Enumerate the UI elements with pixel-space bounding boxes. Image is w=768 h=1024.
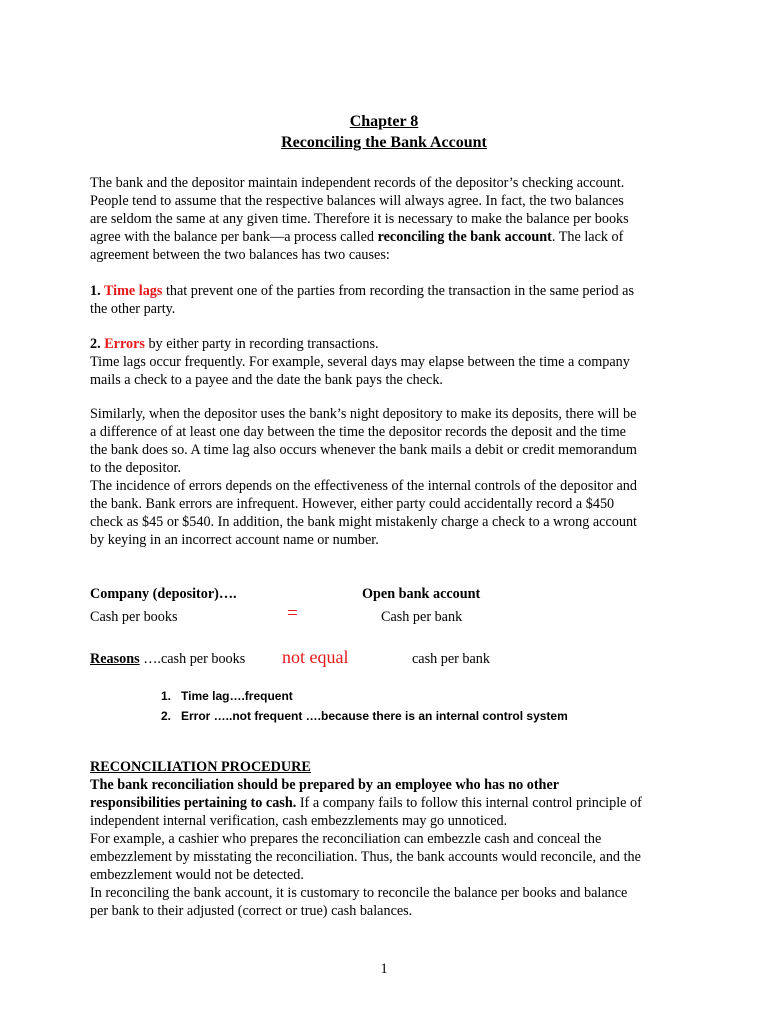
cause-line (90, 282, 680, 300)
similarly-paragraph (90, 405, 680, 549)
intro-line (90, 228, 680, 246)
company-heading: Company (depositor)…. (90, 586, 237, 602)
chapter-number: Chapter 8 (349, 113, 419, 130)
cause-1 (90, 282, 680, 318)
not-equal-label: not equal (282, 647, 349, 667)
procedure-line: For example, a cashier who prepares the reconciliation can embezzle cash and conceal the (90, 831, 602, 847)
body-line: check as $45 or $540. In addition, the bank might mistakenly charge a check to a wrong account (90, 514, 637, 530)
cash-per-books: Cash per books (90, 609, 178, 625)
errors-term: Errors (104, 336, 145, 352)
list-number: 1. (161, 689, 172, 703)
procedure-line: In reconciling the bank account, it is customary to reconcile the balance per books and balance (90, 885, 628, 901)
cause-text: that prevent one of the parties from recording the transaction in the same period as (162, 283, 634, 299)
body-line: Similarly, when the depositor uses the bank’s night depository to make its deposits, there will be (90, 406, 637, 422)
reconciling-term: reconciling the bank account (377, 229, 552, 245)
procedure-line: The bank reconciliation should be prepared by an employee who has no other (90, 777, 560, 793)
body-line: a difference of at least one day between the time the depositor records the deposit and the time (90, 424, 626, 440)
cash-per-bank: Cash per bank (381, 609, 463, 625)
bank-heading: Open bank account (362, 586, 481, 602)
page-number: 1 (380, 961, 388, 977)
cause-number: 1. (90, 283, 104, 299)
timelags-line: Time lags occur frequently. For example, several days may elapse between the time a company (90, 354, 630, 370)
timelags-line: mails a check to a payee and the date the bank pays the check. (90, 372, 443, 388)
procedure-line: embezzlement would not be detected. (90, 867, 304, 883)
body-line: The incidence of errors depends on the effectiveness of the internal controls of the depositor and (90, 478, 637, 494)
body-line: the bank. Bank errors are infrequent. However, either party could accidentally record a $450 (90, 496, 615, 512)
intro-line: agreement between the two balances has two causes: (90, 247, 390, 263)
time-lags-term: Time lags (103, 283, 163, 299)
procedure-line: per bank to their adjusted (correct or true) cash balances. (90, 903, 413, 919)
intro-line: are seldom the same at any given time. Therefore it is necessary to make the balance per books (90, 211, 629, 227)
procedure-line: independent internal verification, cash embezzlements may go unnoticed. (90, 813, 508, 829)
cause-2-and-timelags (90, 335, 680, 389)
body-line: the bank does so. A time lag also occurs whenever the bank mails a debit or credit memorandum (90, 442, 637, 458)
procedure-text: If a company fails to follow this internal control principle of (296, 795, 642, 811)
procedure-line (90, 794, 680, 812)
reasons-text: ….cash per books (139, 651, 246, 667)
intro-text: . The lack of (551, 229, 624, 245)
list-text: Time lag….frequent (181, 689, 293, 703)
procedure-bold-text: responsibilities pertaining to cash. (90, 795, 297, 811)
cash-per-bank-lower: cash per bank (412, 651, 490, 667)
list-text: Error …..not frequent ….because there is an internal control system (181, 709, 568, 723)
intro-line: The bank and the depositor maintain independent records of the depositor’s checking account. (90, 175, 625, 191)
cause-text: by either party in recording transactions. (144, 336, 379, 352)
equals-sign: = (287, 603, 298, 624)
reasons-list-item-2 (161, 707, 568, 725)
cause-line (90, 335, 680, 353)
intro-paragraph (90, 174, 680, 264)
reasons-list-item-1 (161, 687, 293, 705)
reasons-label: Reasons (90, 651, 140, 667)
intro-line: People tend to assume that the respective balances will always agree. In fact, the two balances (90, 193, 624, 209)
body-line: to the depositor. (90, 460, 182, 476)
chapter-title: Reconciling the Bank Account (281, 134, 487, 151)
procedure-line: embezzlement by misstating the reconciliation. Thus, the bank accounts would reconcile, and the (90, 849, 641, 865)
cause-line: the other party. (90, 301, 176, 317)
body-line: by keying in an incorrect account name or number. (90, 532, 379, 548)
procedure-heading: RECONCILIATION PROCEDURE (90, 759, 311, 775)
cause-number: 2. (90, 336, 105, 352)
procedure-section (90, 758, 680, 920)
reasons-line (90, 650, 245, 668)
intro-text: agree with the balance per bank—a process called (90, 229, 378, 245)
list-number: 2. (161, 709, 172, 723)
